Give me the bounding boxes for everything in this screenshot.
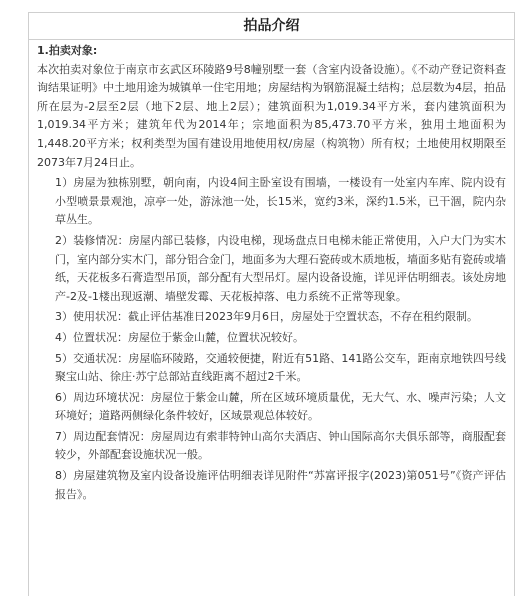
panel-title: 拍品介绍 xyxy=(29,13,514,40)
section-heading: 1.拍卖对象: xyxy=(37,44,98,57)
list-item-7: 7）周边配套情况：房屋周边有索菲特钟山高尔夫酒店、钟山国际高尔夫俱乐部等，商服配套较少，外部配套设施状况一般。 xyxy=(55,429,506,462)
list-item-1: 1）房屋为独栋别墅，朝向南，内设4间主卧室设有围墙，一楼设有一处室内车库、院内设有小型喷景景观池，凉亭一处，游泳池一处，长15米，宽约3米，深约1.5米，已干涸，院内杂草丛生。 xyxy=(55,176,506,227)
list-item-3: 3）使用状况：截止评估基准日2023年9月6日，房屋处于空置状态，不存在租约限制。 xyxy=(55,310,478,324)
list-item-2: 2）装修情况：房屋内部已装修，内设电梯，现场盘点日电梯未能正常使用，入户大门为实木门，室内部分实木门，部分铝合金门，地面多为大理石瓷砖或木质地板，墙面多贴有瓷砖或墙纸，天花板多石膏造型吊顶，部分配有大型吊灯。屋内设备设施，详见评估明细表。该处房地产-2及-1楼出现返潮、墙壁发霉、天花板掉落、电力系统不正常等现象。 xyxy=(55,233,506,303)
auction-intro-panel xyxy=(28,12,515,596)
list-item-4: 4）位置状况：房屋位于紫金山麓，位置状况较好。 xyxy=(55,330,304,344)
panel-content xyxy=(29,40,514,504)
list-item-6: 6）周边环境状况：房屋位于紫金山麓，所在区域环境质量优，无大气、水、噪声污染；人文环境好；道路两侧绿化条件较好，区域景观总体较好。 xyxy=(55,390,506,423)
list-item-5: 5）交通状况：房屋临环陵路，交通较便捷，附近有51路、141路公交车，距南京地铁四号线聚宝山站、徐庄·苏宁总部站直线距离不超过2千米。 xyxy=(55,351,506,384)
list-item-8: 8）房屋建筑物及室内设备设施评估明细表详见附件“苏富评报字(2023)第051号”《资产评估报告》。 xyxy=(55,469,506,501)
intro-paragraph: 本次拍卖对象位于南京市玄武区环陵路9号8幢别墅一套（含室内设备设施）。《不动产登记资料查询结果证明》中土地用途为城镇单一住宅用地；房屋结构为钢筋混凝土结构；总层数为4层，拍品所在层为-2层至2层（地下2层、地上2层）；建筑面积为1,019.34平方米，套内建筑面积为1,019.34平方米；建筑年代为2014年；宗地面积为85,473.70平方米，独用土地面积为1,448.20平方米；权利类型为国有建设用地使用权/房屋（构筑物）所有权；土地使用权期限至2073年7月24日止。 xyxy=(37,62,506,169)
